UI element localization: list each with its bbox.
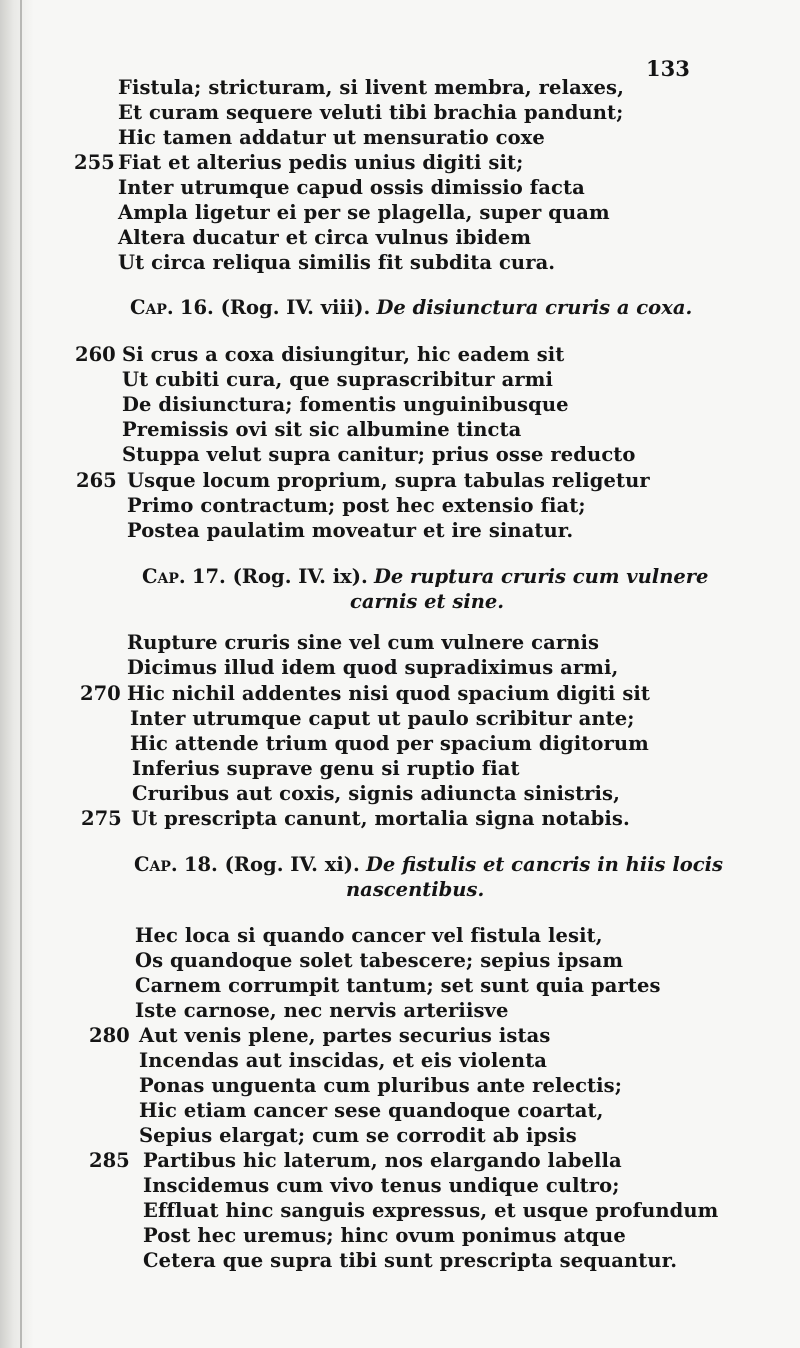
chapter-heading-16: [130, 296, 692, 319]
verse-line: Rupture cruris sine vel cum vulnere carnis: [127, 631, 600, 654]
verse-line: Carnem corrumpit tantum; set sunt quia partes: [135, 974, 661, 997]
verse-line: Ut cubiti cura, que suprascribitur armi: [122, 368, 554, 391]
verse-line: Hec loca si quando cancer vel fistula lesit,: [135, 924, 603, 947]
chapter-heading-17: [142, 565, 708, 588]
verse-line: Si crus a coxa disiungitur, hic eadem sit: [122, 343, 565, 366]
chapter-title-continued: nascentibus.: [346, 878, 485, 901]
verse-line: Fiat et alterius pedis unius digiti sit;: [118, 151, 524, 174]
line-number: 275: [81, 807, 122, 830]
verse-line: Ponas unguenta cum pluribus ante relectis;: [139, 1074, 623, 1097]
verse-line: Partibus hic laterum, nos elargando labella: [143, 1149, 622, 1172]
chapter-reference: 17. (Rog. IV. ix).: [191, 565, 368, 588]
line-number: 285: [89, 1149, 130, 1172]
verse-line: Postea paulatim moveatur et ire sinatur.: [127, 519, 574, 542]
page-number: 133: [646, 56, 690, 81]
verse-line: Hic tamen addatur ut mensuratio coxe: [118, 126, 545, 149]
verse-line: Hic etiam cancer sese quandoque coartat,: [139, 1099, 604, 1122]
chapter-title-continued: carnis et sine.: [350, 590, 505, 613]
verse-line: Fistula; stricturam, si livent membra, relaxes,: [118, 76, 625, 99]
page-gutter-shadow: [0, 0, 34, 1348]
verse-line: Altera ducatur et circa vulnus ibidem: [118, 226, 532, 249]
line-number: 265: [76, 469, 117, 492]
verse-line: Incendas aut inscidas, et eis violenta: [139, 1049, 548, 1072]
verse-line: Usque locum proprium, supra tabulas religetur: [127, 469, 650, 492]
chapter-title: De disiunctura cruris a coxa.: [376, 296, 693, 319]
line-number: 280: [89, 1024, 130, 1047]
line-number: 260: [75, 343, 116, 366]
chapter-reference: 16. (Rog. IV. viii).: [179, 296, 371, 319]
verse-line: Hic nichil addentes nisi quod spacium digiti sit: [127, 682, 651, 705]
verse-line: Hic attende trium quod per spacium digitorum: [130, 732, 649, 755]
chapter-title: De fistulis et cancris in hiis locis: [365, 853, 723, 876]
verse-line: Os quandoque solet tabescere; sepius ipsam: [135, 949, 624, 972]
verse-line: Inter utrumque caput ut paulo scribitur ante;: [130, 707, 635, 730]
verse-line: Inter utrumque capud ossis dimissio facta: [118, 176, 585, 199]
chapter-label: Cap.: [142, 565, 186, 588]
verse-line: Ut circa reliqua similis fit subdita cura.: [118, 251, 556, 274]
chapter-title: De ruptura cruris cum vulnere: [373, 565, 709, 588]
chapter-label: Cap.: [130, 296, 174, 319]
verse-line: De disiunctura; fomentis unguinibusque: [122, 393, 569, 416]
verse-line: Iste carnose, nec nervis arteriisve: [135, 999, 509, 1022]
verse-line: Sepius elargat; cum se corrodit ab ipsis: [139, 1124, 577, 1147]
verse-line: Post hec uremus; hinc ovum ponimus atque: [143, 1224, 626, 1247]
chapter-label: Cap.: [134, 853, 178, 876]
verse-line: Ampla ligetur ei per se plagella, super quam: [118, 201, 610, 224]
verse-line: Ut prescripta canunt, mortalia signa notabis.: [131, 807, 630, 830]
chapter-heading-18: [134, 853, 723, 876]
verse-line: Stuppa velut supra canitur; prius osse reducto: [122, 443, 636, 466]
verse-line: Effluat hinc sanguis expressus, et usque profundum: [143, 1199, 719, 1222]
verse-line: Inscidemus cum vivo tenus undique cultro;: [143, 1174, 620, 1197]
line-number: 270: [80, 682, 121, 705]
verse-line: Premissis ovi sit sic albumine tincta: [122, 418, 522, 441]
verse-line: Aut venis plene, partes securius istas: [139, 1024, 551, 1047]
verse-line: Cetera que supra tibi sunt prescripta sequantur.: [143, 1249, 678, 1272]
line-number: 255: [74, 151, 115, 174]
verse-line: Inferius suprave genu si ruptio fiat: [132, 757, 520, 780]
binding-edge: [20, 0, 22, 1348]
verse-line: Et curam sequere veluti tibi brachia pandunt;: [118, 101, 624, 124]
chapter-reference: 18. (Rog. IV. xi).: [183, 853, 360, 876]
verse-line: Primo contractum; post hec extensio fiat;: [127, 494, 586, 517]
verse-line: Dicimus illud idem quod supradiximus armi,: [127, 656, 619, 679]
verse-line: Cruribus aut coxis, signis adiuncta sinistris,: [132, 782, 621, 805]
